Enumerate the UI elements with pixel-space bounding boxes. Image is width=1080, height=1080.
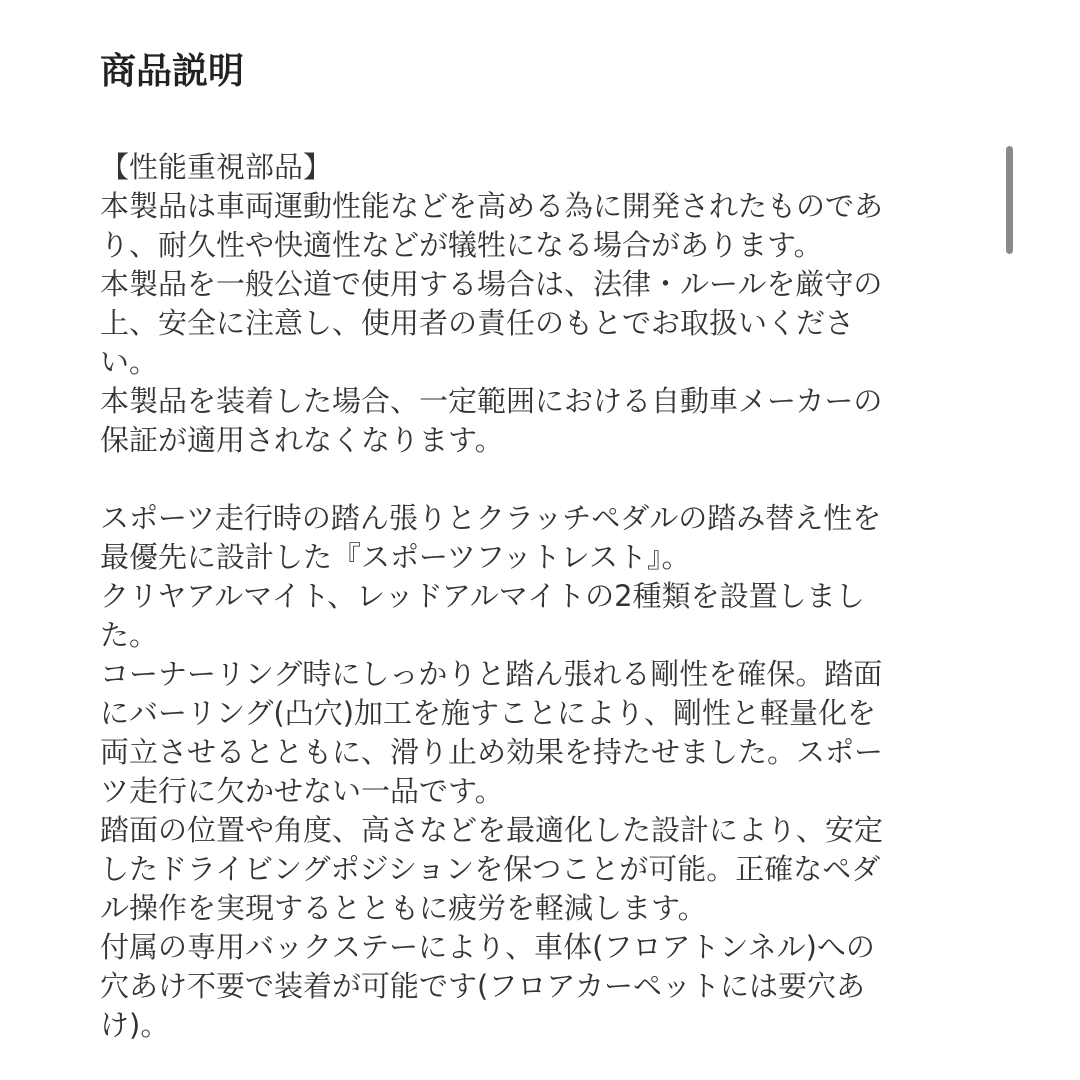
description-line: 【性能重視部品】 bbox=[100, 150, 333, 184]
description-line: 本製品は車両運動性能などを高める為に開発されたものであ bbox=[100, 189, 884, 223]
description-line: 上、安全に注意し、使用者の責任のもとでお取扱いくださ bbox=[100, 306, 855, 340]
description-line: 本製品を装着した場合、一定範囲における自動車メーカーの bbox=[100, 384, 883, 418]
description-line: 本製品を一般公道で使用する場合は、法律・ルールを厳守の bbox=[100, 267, 883, 301]
description-line: 穴あけ不要で装着が可能です(フロアカーペットには要穴あ bbox=[100, 969, 866, 1003]
description-line: コーナーリング時にしっかりと踏ん張れる剛性を確保。踏面 bbox=[100, 657, 883, 691]
description-body bbox=[100, 148, 980, 1045]
description-line: スポーツ走行時の踏ん張りとクラッチペダルの踏み替え性を bbox=[100, 501, 882, 535]
description-line: にバーリング(凸穴)加工を施すことにより、剛性と軽量化を bbox=[100, 696, 877, 730]
description-line: い。 bbox=[100, 345, 159, 379]
description-line: したドライビングポジションを保つことが可能。正確なペダ bbox=[100, 852, 881, 886]
description-line: 最優先に設計した『スポーツフットレスト』。 bbox=[100, 540, 691, 574]
description-line: 両立させるとともに、滑り止め効果を持たせました。スポー bbox=[100, 735, 884, 769]
description-line: ツ走行に欠かせない一品です。 bbox=[100, 774, 504, 808]
section-title: 商品説明 bbox=[100, 51, 245, 92]
description-line: 保証が適用されなくなります。 bbox=[100, 423, 504, 457]
description-line: た。 bbox=[100, 618, 159, 652]
description-line: け)。 bbox=[100, 1008, 170, 1042]
description-line: クリヤアルマイト、レッドアルマイトの2種類を設置しまし bbox=[100, 579, 865, 613]
paragraph-spacer bbox=[100, 460, 980, 499]
description-line: 踏面の位置や角度、高さなどを最適化した設計により、安定 bbox=[100, 813, 884, 847]
vertical-scrollbar-thumb[interactable] bbox=[1006, 146, 1013, 254]
description-line: 付属の専用バックステーにより、車体(フロアトンネル)への bbox=[100, 930, 875, 964]
description-line: り、耐久性や快適性などが犠牲になる場合があります。 bbox=[100, 228, 823, 262]
description-line: ル操作を実現するとともに疲労を軽減します。 bbox=[100, 891, 707, 925]
